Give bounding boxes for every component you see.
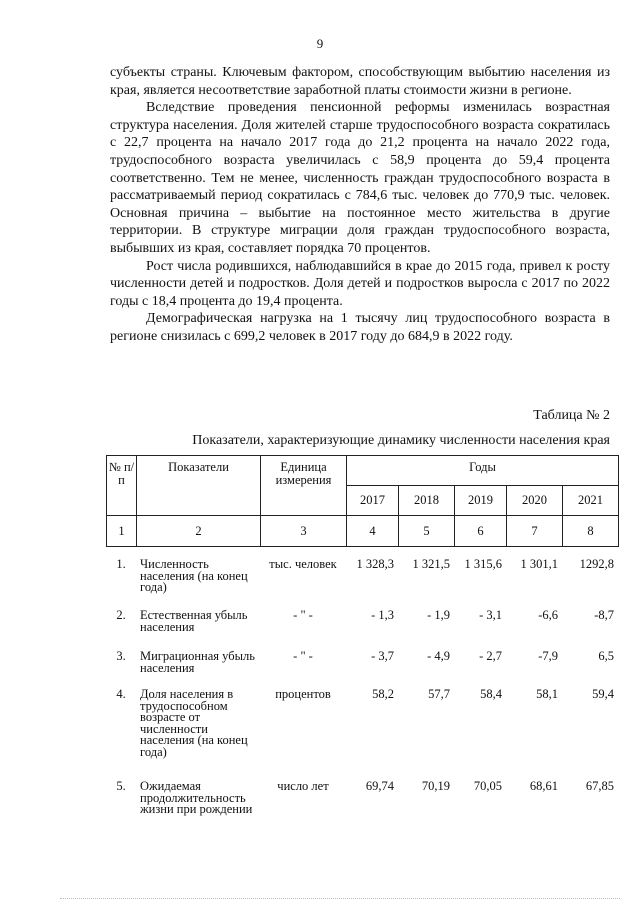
row-value: - 1,3 — [371, 608, 394, 622]
table-row — [106, 689, 618, 781]
paragraph-2: Вследствие проведения пенсионной реформы изменилась возрастная структура населения. Доля жителей старше трудоспособного возраста сократилась с 22,7 процента на начало 2017 года до 21,2 процента на начало 2022 года, трудоспособного возраста увеличилась с 58,9 процента до 59,4 процента соответственно. Тем не менее, численность граждан трудоспособного возраста в рассматриваемый период сократилась с 784,6 тыс. человек до 770,9 тыс. человек. Основная причина – выбытие на постоянное место жительства в другие территории. В структуре миграции доля граждан трудоспособного возраста, выбывших из края, составляет порядка 70 процентов. — [110, 100, 610, 256]
row-indicator: Численность населения (на конец года) — [140, 557, 248, 594]
header-year: 2017 — [347, 486, 399, 516]
table-caption: Показатели, характеризующие динамику численности населения края — [192, 433, 610, 448]
table-row — [106, 781, 618, 841]
row-indicator: Миграционная убыль населения — [140, 649, 255, 675]
table-row — [106, 651, 618, 689]
body-text — [110, 64, 610, 346]
row-value: - 4,9 — [427, 649, 450, 663]
row-value: -7,9 — [538, 649, 558, 663]
column-number: 4 — [347, 516, 399, 547]
row-value: 1 328,3 — [356, 557, 394, 571]
header-year: 2020 — [507, 486, 563, 516]
row-value: 1 321,5 — [412, 557, 450, 571]
row-number: 3. — [116, 649, 126, 663]
row-value: 70,19 — [421, 779, 450, 793]
paragraph-3: Рост числа родившихся, наблюдавшийся в крае до 2015 года, привел к росту численности детей и подростков. Доля детей и подростков выросла с 2017 по 2022 годы с 18,4 процента до 19,4 процента. — [110, 258, 610, 309]
header-unit: Единица измерения — [261, 456, 347, 516]
column-number: 8 — [563, 516, 619, 547]
header-year: 2021 — [563, 486, 619, 516]
table-number: Таблица № 2 — [533, 408, 610, 423]
row-value: -8,7 — [594, 608, 614, 622]
row-unit: процентов — [275, 687, 331, 701]
footer-divider — [60, 898, 620, 900]
row-indicator: Естественная убыль населения — [140, 608, 248, 634]
page-number: 9 — [316, 36, 324, 51]
column-number: 6 — [455, 516, 507, 547]
row-value: 58,2 — [372, 687, 394, 701]
column-number: 1 — [107, 516, 137, 547]
row-value: 67,85 — [585, 779, 614, 793]
row-value: 1292,8 — [579, 557, 614, 571]
header-year: 2019 — [455, 486, 507, 516]
row-number: 4. — [116, 687, 126, 701]
row-indicator: Доля населения в трудоспособном возрасте от численности населения (на конец года) — [140, 687, 248, 759]
table-row — [106, 610, 618, 651]
row-value: 58,1 — [536, 687, 558, 701]
row-number: 1. — [116, 557, 126, 571]
row-indicator: Ожидаемая продолжительность жизни при рождении — [140, 779, 253, 816]
header-year: 2018 — [399, 486, 455, 516]
row-number: 2. — [116, 608, 126, 622]
row-value: - 2,7 — [479, 649, 502, 663]
row-unit: число лет — [277, 779, 329, 793]
header-years: Годы — [347, 456, 619, 486]
row-value: 1 301,1 — [520, 557, 558, 571]
row-unit: - " - — [293, 608, 313, 622]
table-row — [106, 559, 618, 610]
row-value: 1 315,6 — [464, 557, 502, 571]
row-number: 5. — [116, 779, 126, 793]
row-unit: - " - — [293, 649, 313, 663]
row-value: 69,74 — [365, 779, 394, 793]
row-unit: тыс. человек — [269, 557, 337, 571]
row-value: 70,05 — [473, 779, 502, 793]
table-body — [106, 559, 618, 841]
header-no: № п/п — [107, 456, 137, 516]
row-value: - 1,9 — [427, 608, 450, 622]
row-value: 68,61 — [529, 779, 558, 793]
row-value: 57,7 — [428, 687, 450, 701]
column-number: 3 — [261, 516, 347, 547]
row-value: 59,4 — [592, 687, 614, 701]
row-value: -6,6 — [538, 608, 558, 622]
column-number: 7 — [507, 516, 563, 547]
row-value: 6,5 — [598, 649, 614, 663]
paragraph-4: Демографическая нагрузка на 1 тысячу лиц трудоспособного возраста в регионе снизилась с 699,2 человек в 2017 году до 684,9 в 2022 году. — [110, 311, 610, 344]
row-value: - 3,7 — [371, 649, 394, 663]
header-indicator: Показатели — [137, 456, 261, 516]
column-number: 5 — [399, 516, 455, 547]
table-header — [106, 455, 619, 547]
row-value: 58,4 — [480, 687, 502, 701]
row-value: - 3,1 — [479, 608, 502, 622]
column-number: 2 — [137, 516, 261, 547]
paragraph-1: субъекты страны. Ключевым фактором, способствующим выбытию населения из края, является несоответствие заработной платы стоимости жизни в регионе. — [110, 65, 610, 98]
